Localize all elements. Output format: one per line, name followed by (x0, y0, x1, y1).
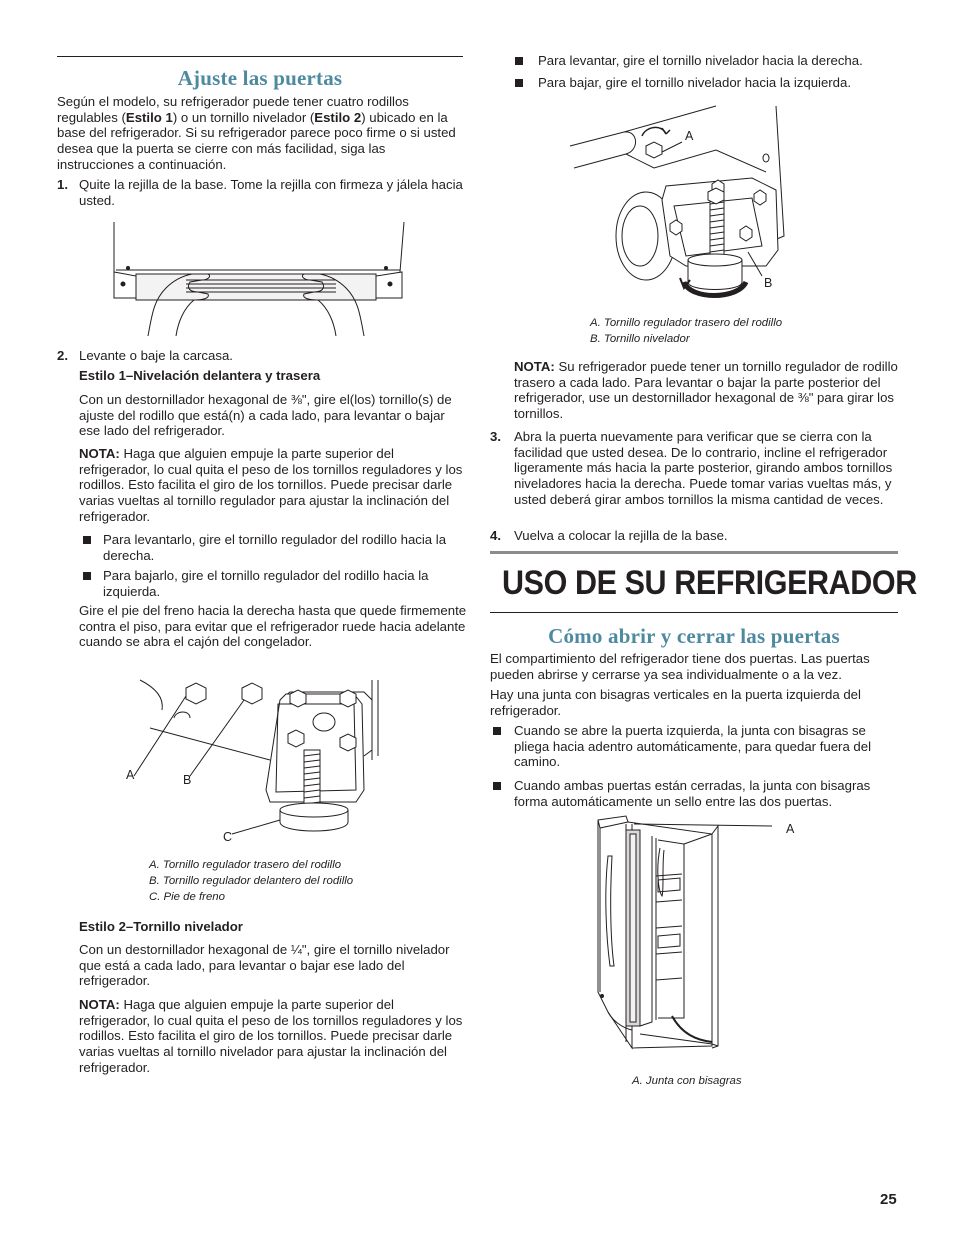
fig3-label-b: B (764, 276, 773, 290)
fig4-label-a: A (786, 822, 795, 836)
top-rule-left (57, 56, 463, 57)
style2-text: Con un destornillador hexagonal de ¼", gire el tornillo nivelador que está a cada lado, para levantar o bajar ese lado del refrigerador. (79, 942, 450, 989)
note-1: NOTA: Haga que alguien empuje la parte superior del refrigerador, lo cual quita el peso de los tornillos reguladores y los rodillos. Esto facilita el giro de los tornillos. Puede precisar darle varias vueltas al tornillo regulador para ajustar la inclinación del refrigerador. (79, 446, 463, 524)
fig2-label-c: C (223, 830, 233, 844)
bullet-marker (493, 782, 501, 790)
bullet-raise: Para levantar, gire el tornillo nivelador hacia la derecha. (538, 53, 863, 68)
fig2-label-b: B (183, 773, 192, 787)
figure-hinged-seal (592, 816, 795, 1062)
brake-paragraph: Gire el pie del freno hacia la derecha hasta que quede firmemente contra el piso, para evitar que el refrigerador ruede hacia adelante cuando se abra el cajón del congelador. (79, 603, 467, 650)
figure-base-grille (108, 218, 408, 336)
bullet-door-open: Cuando se abre la puerta izquierda, la junta con bisagras se pliega hacia adentro automáticamente, para quedar fuera del camino. (514, 723, 872, 770)
figure-roller-adjustment (120, 670, 390, 850)
step-1: 1. Quite la rejilla de la base. Tome la rejilla con firmeza y jálela hacia usted. (57, 177, 463, 208)
fig2-captions: A. Tornillo regulador trasero del rodillo B. Tornillo regulador delantero del rodillo C. Pie de freno (149, 859, 354, 903)
fig4-caption: A. Junta con bisagras (632, 1075, 742, 1087)
bullet-marker (515, 57, 523, 65)
section-heading-adjust-doors: Ajuste las puertas (177, 66, 343, 90)
bullet-lower-roller: Para bajarlo, gire el tornillo regulador del rodillo hacia la izquierda. (103, 568, 429, 599)
note-2: NOTA: Haga que alguien empuje la parte superior del refrigerador, lo cual quita el peso de los tornillos reguladores y los rodillos. Esto facilita el giro de los tornillos. Puede precisar darle varias vueltas al tornillo nivelador para ajustar la inclinación del refrigerador. (79, 997, 463, 1075)
section-title: USO DE SU REFRIGERADOR (502, 564, 917, 603)
fig2-label-a: A (126, 768, 135, 782)
section-title-rule (490, 612, 898, 613)
subheading-open-close-doors: Cómo abrir y cerrar las puertas (548, 624, 840, 648)
bullet-marker (83, 572, 91, 580)
step-2: 2. Levante o baje la carcasa. (57, 348, 233, 363)
style1-text: Con un destornillador hexagonal de ⅜", gire el(los) tornillo(s) de ajuste del rodillo que está(n) a cada lado, para levantar o bajar ese lado del refrigerador. (79, 392, 452, 439)
intro-paragraph: Según el modelo, su refrigerador puede tener cuatro rodillos regulables (Estilo 1) o un tornillo nivelador (Estilo 2) ubicado en la base del refrigerador. Si su refrigerador parece poco firme o si usted desea que la puerta se cierre con más facilidad, siga las instrucciones a continuación. (57, 94, 456, 172)
fig3-label-a: A (685, 129, 694, 143)
step-3: 3. Abra la puerta nuevamente para verificar que se cierra con la facilidad que usted desea. De lo contrario, incline el refrigerador ligeramente más hacia la parte posterior, girando ambos tornillos niveladores hacia la derecha. Puede tomar varias vueltas más, y usted deberá girar ambos tornillos la misma cantidad de veces. (490, 429, 893, 507)
bullet-marker (83, 536, 91, 544)
doors-paragraph-1: El compartimiento del refrigerador tiene dos puertas. Las puertas pueden abrirse y cerrarse ya sea individualmente o a la vez. (490, 651, 870, 682)
step-4: 4. Vuelva a colocar la rejilla de la base. (490, 528, 728, 543)
section-title-bar (490, 551, 898, 554)
bullet-marker (493, 727, 501, 735)
bullet-marker (515, 79, 523, 87)
figure-leveling-screw (566, 106, 800, 304)
bullet-lower: Para bajar, gire el tornillo nivelador hacia la izquierda. (538, 75, 852, 90)
style2-heading: Estilo 2–Tornillo nivelador (79, 919, 243, 934)
note-3: NOTA: Su refrigerador puede tener un tornillo regulador de rodillo trasero a cada lado. Para levantar o bajar la parte posterior del refrigerador, use un destornillador hexagonal de ⅜" para girar los tornillos. (514, 359, 898, 422)
fig3-captions: A. Tornillo regulador trasero del rodillo B. Tornillo nivelador (590, 317, 783, 345)
page-number: 25 (880, 1191, 897, 1208)
bullet-doors-closed: Cuando ambas puertas están cerradas, la junta con bisagras forma automáticamente un sello entre las dos puertas. (514, 778, 871, 809)
style1-heading: Estilo 1–Nivelación delantera y trasera (79, 368, 321, 383)
doors-paragraph-2: Hay una junta con bisagras verticales en la puerta izquierda del refrigerador. (490, 687, 861, 718)
bullet-raise-roller: Para levantarlo, gire el tornillo regulador del rodillo hacia la derecha. (103, 532, 447, 563)
